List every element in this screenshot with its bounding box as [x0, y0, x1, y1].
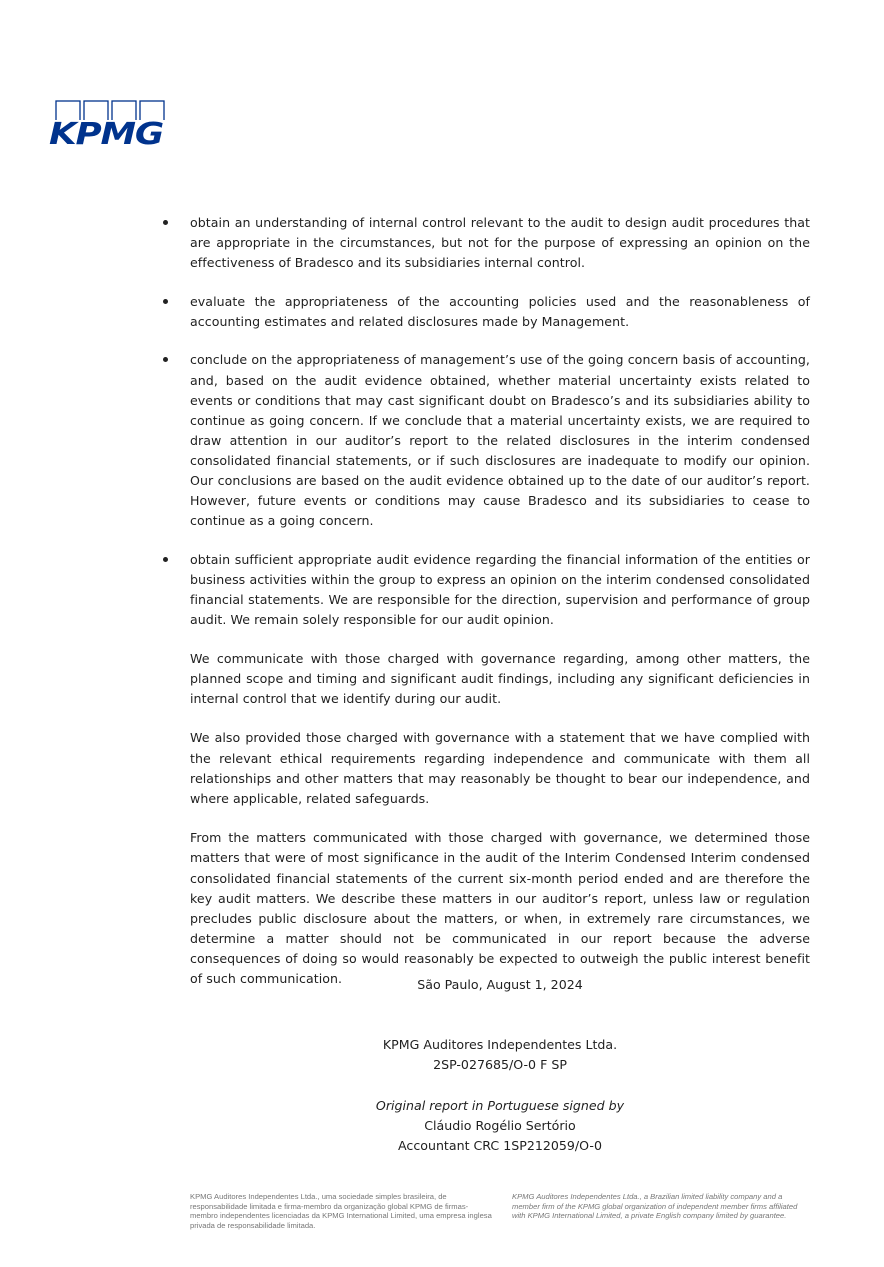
footer-portuguese: KPMG Auditores Independentes Ltda., uma sociedade simples brasileira, de responsabilidade limitada e firma-membro da organização global KPMG de firmas-membro independentes licenciadas da KPMG International Limited, uma empresa inglesa privada de responsabilidade limitada. — [190, 1192, 492, 1230]
firm-block — [190, 1035, 810, 1075]
governance-paragraph: We communicate with those charged with governance regarding, among other matters, the planned scope and timing and significant audit findings, including any significant deficiencies in internal control that we identify during our audit. — [190, 650, 810, 706]
bullet-text: obtain an understanding of internal control relevant to the audit to design audit procedures that are appropriate in the circumstances, but not for the purpose of expressing an opinion on the effectiveness of Bradesco and its subsidiaries internal control. — [190, 215, 810, 271]
bullet-icon — [163, 220, 168, 225]
bullet-icon — [163, 557, 168, 562]
bullet-text: obtain sufficient appropriate audit evidence regarding the financial information of the entities or business activities within the group to express an opinion on the interim condensed consolidated financial statements. We are responsible for the direction, supervision and performance of group audit. We remain solely responsible for our audit opinion. — [190, 551, 810, 628]
independence-paragraph: We also provided those charged with governance with a statement that we have complied with the relevant ethical requirements regarding independence and communicate with them all relationships and other matters that may reasonably be thought to bear our independence, and where applicable, related safeguards. — [190, 730, 810, 806]
kpmg-logo-text: KPMG — [49, 117, 164, 148]
bullet-text: conclude on the appropriateness of management’s use of the going concern basis of accounting, and, based on the audit evidence obtained, whether material uncertainty exists related to events or conditions that may cast significant doubt on Bradesco’s and its subsidiaries ability to continue as going concern. If we conclude that a material uncertainty exists, we are required to draw attention in our auditor’s report to the related disclosures in the interim condensed consolidated financial statements, or if such disclosures are inadequate to modify our opinion. Our conclusions are based on the audit evidence obtained up to the date of our auditor’s report. However, future events or conditions may cause Bradesco and its subsidiaries to cease to continue as a going concern. — [190, 352, 810, 529]
firm-registration: 2SP-027685/O-0 F SP — [433, 1057, 567, 1073]
signer-crc: Accountant CRC 1SP212059/O-0 — [398, 1138, 602, 1154]
list-item — [160, 550, 810, 630]
place-date: São Paulo, August 1, 2024 — [417, 977, 583, 992]
kpmg-logo — [49, 100, 167, 148]
report-body — [160, 213, 810, 1009]
list-item — [160, 292, 810, 332]
bullet-icon — [163, 357, 168, 362]
original-report-note: Original report in Portuguese signed by — [375, 1098, 625, 1113]
list-item — [160, 350, 810, 531]
signature-block — [190, 1096, 810, 1157]
bullet-icon — [163, 299, 168, 304]
footer-english: KPMG Auditores Independentes Ltda., a Brazilian limited liability company and a member firm of the KPMG global organization of independent member firms affiliated with KPMG International Limited, a private English company limited by guarantee. — [512, 1192, 798, 1221]
key-audit-matters-paragraph: From the matters communicated with those charged with governance, we determined those matters that were of most significance in the audit of the Interim Condensed Interim condensed consolidated financial statements of the current six-month period ended and are therefore the key audit matters. We describe these matters in our auditor’s report, unless law or regulation precludes public disclosure about the matters, or when, in extremely rare circumstances, we determine a matter should not be communicated in our report because the adverse consequences of doing so would reasonably be expected to outweigh the public interest benefit of such communication. — [190, 830, 810, 986]
list-item — [160, 213, 810, 273]
firm-name: KPMG Auditores Independentes Ltda. — [382, 1037, 618, 1052]
bullet-text: evaluate the appropriateness of the accounting policies used and the reasonableness of accounting estimates and related disclosures made by Management. — [190, 293, 810, 329]
signer-name: Cláudio Rogélio Sertório — [424, 1118, 576, 1134]
